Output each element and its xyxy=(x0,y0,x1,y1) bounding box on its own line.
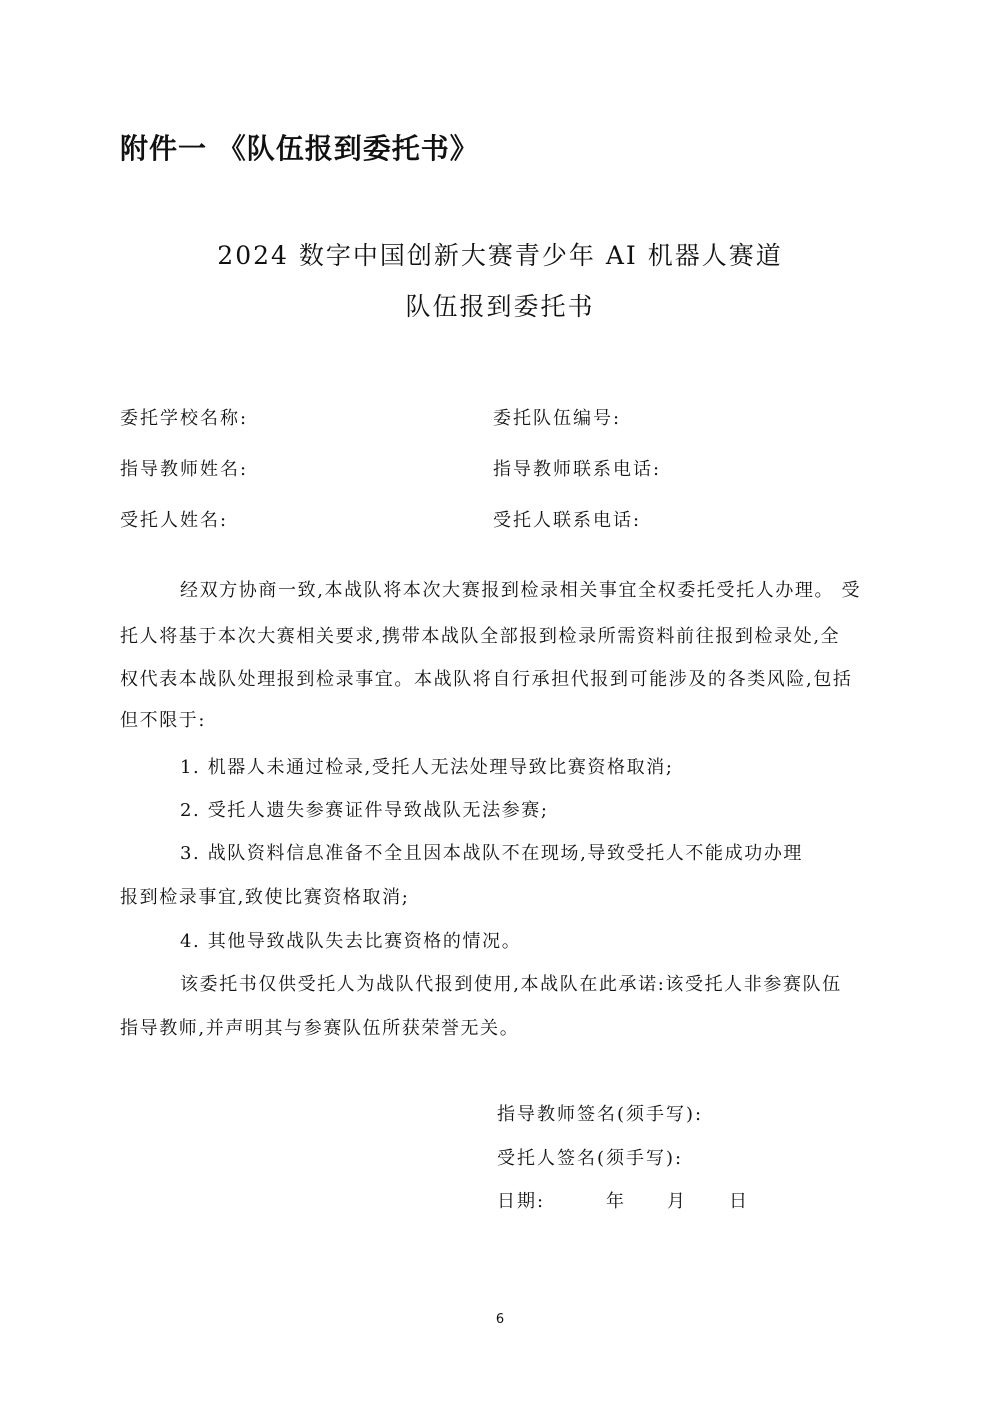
team-number-field: 委托队伍编号: xyxy=(493,408,622,429)
document-title-line2: 队伍报到委托书 xyxy=(405,292,595,321)
school-name-field: 委托学校名称: xyxy=(120,408,249,429)
date-label: 日期: xyxy=(497,1191,546,1212)
date-month: 月 xyxy=(667,1191,685,1212)
list-item: 4. 其他导致战队失去比赛资格的情况。 xyxy=(180,931,522,952)
paragraph-line: 经双方协商一致,本战队将本次大赛报到检录相关事宜全权委托受托人办理。 受 xyxy=(180,580,862,601)
agent-signature-field: 受托人签名(须手写): xyxy=(497,1148,684,1169)
list-item: 3. 战队资料信息准备不全且因本战队不在现场,导致受托人不能成功办理 xyxy=(180,843,804,864)
attachment-heading: 附件一 《队伍报到委托书》 xyxy=(120,132,479,165)
teacher-name-field: 指导教师姓名: xyxy=(120,459,249,480)
date-day: 日 xyxy=(729,1191,747,1212)
page-number: 6 xyxy=(495,1312,505,1327)
list-item: 1. 机器人未通过检录,受托人无法处理导致比赛资格取消; xyxy=(180,757,674,778)
list-item-continuation: 报到检录事宜,致使比赛资格取消; xyxy=(120,887,410,908)
agent-name-field: 受托人姓名: xyxy=(120,510,229,531)
date-year: 年 xyxy=(606,1191,624,1212)
paragraph-line: 权代表本战队处理报到检录事宜。本战队将自行承担代报到可能涉及的各类风险,包括 xyxy=(120,669,853,690)
paragraph-line: 托人将基于本次大赛相关要求,携带本战队全部报到检录所需资料前往报到检录处,全 xyxy=(120,626,841,647)
teacher-signature-field: 指导教师签名(须手写): xyxy=(497,1104,704,1125)
agent-phone-field: 受托人联系电话: xyxy=(493,510,642,531)
paragraph-line: 指导教师,并声明其与参赛队伍所获荣誉无关。 xyxy=(120,1018,520,1039)
paragraph-line: 但不限于: xyxy=(120,710,207,731)
list-item: 2. 受托人遗失参赛证件导致战队无法参赛; xyxy=(180,800,549,821)
teacher-phone-field: 指导教师联系电话: xyxy=(493,459,662,480)
paragraph-line: 该委托书仅供受托人为战队代报到使用,本战队在此承诺:该受托人非参赛队伍 xyxy=(180,974,842,995)
document-title-line1: 2024 数字中国创新大赛青少年 AI 机器人赛道 xyxy=(217,241,783,270)
